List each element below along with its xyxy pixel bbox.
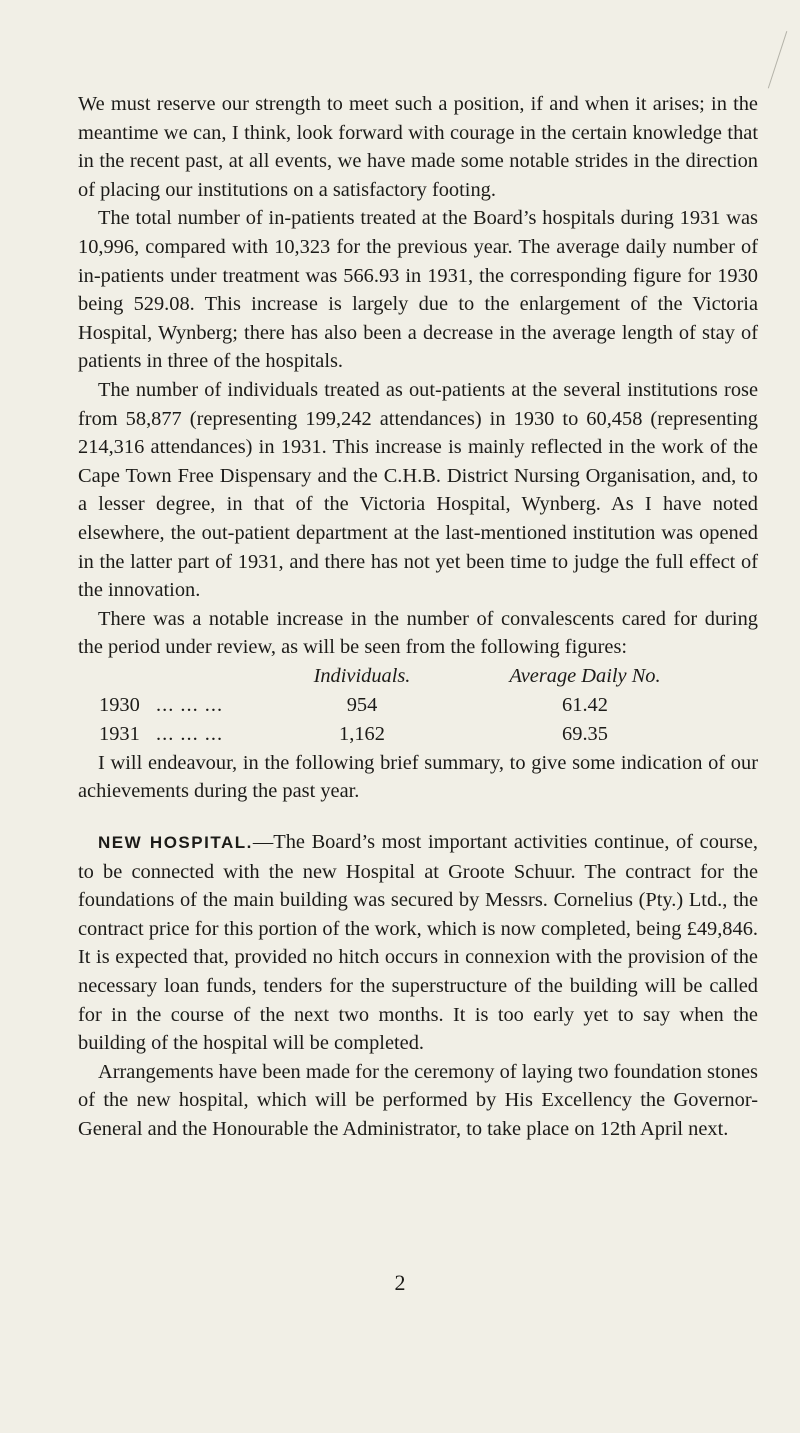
paragraph-convalescents: There was a notable increase in the number of convalescents cared for during the period under review, as will be seen from the following figures:: [78, 607, 758, 659]
paragraph-reserve-strength: We must reserve our strength to meet such a position, if and when it arises; in the meantime we can, I think, look forward with courage in the certain knowledge that in the recent past, at all events, we have made some notable strides in the direction of placing our institutions on a satisfactory footing.: [78, 93, 758, 201]
row-year: 1930: [99, 693, 140, 716]
table-row: [78, 720, 758, 749]
convalescents-table: [78, 662, 758, 749]
section-spacer: [78, 806, 758, 828]
row-leader-dots: ... ... ...: [156, 693, 224, 716]
row-average-daily: 61.42: [562, 693, 608, 716]
row-leader-dots: ... ... ...: [156, 722, 224, 745]
paragraph-foundation-stones: Arrangements have been made for the ceremony of laying two foundation stones of the new hospital, which will be performed by His Excellency the Governor-General and the Honourable the Administrator, to take place on 12th April next.: [78, 1060, 758, 1140]
paragraph-summary-intro: I will endeavour, in the following brief summary, to give some indication of our achievements during the past year.: [78, 751, 758, 803]
column-header-individuals: Individuals.: [313, 664, 411, 687]
new-hospital-body: The Board’s most important activities continue, of course, to be connected with the new Hospital at Groote Schuur. The contract for the foundations of the main building was secured by Messrs. Cornelius (Pty.) Ltd., the contract price for this portion of the work, which is now completed, being £49,846. It is expected that, provided no hitch occurs in connexion with the provision of the necessary loan funds, tenders for the superstructure of the building will be called for in the course of the next two months. It is too early yet to say when the building of the hospital will be completed.: [78, 831, 758, 1055]
section-heading-new-hospital: NEW HOSPITAL.: [98, 833, 253, 853]
row-individuals: 1,162: [339, 722, 385, 745]
paragraph-new-hospital: [78, 828, 758, 1058]
document-page: [78, 90, 758, 1144]
row-year: 1931: [99, 722, 140, 745]
row-average-daily: 69.35: [562, 722, 608, 745]
section-heading-dash: —: [252, 831, 274, 854]
column-header-average-daily: Average Daily No.: [509, 664, 661, 687]
paragraph-out-patients: The number of individuals treated as out-patients at the several institutions rose from 58,877 (representing 199,242 attendances) in 1930 to 60,458 (representing 214,316 attendances) in 1931. This increase is mainly reflected in the work of the Cape Town Free Dispensary and the C.H.B. District Nursing Organisation, and, to a lesser degree, in that of the Victoria Hospital, Wynberg. As I have noted elsewhere, the out-patient department at the last-mentioned institution was opened in the latter part of 1931, and there has not yet been time to judge the full effect of the innovation.: [78, 378, 758, 602]
page-fold-mark: [768, 31, 789, 89]
paragraph-in-patients: The total number of in-patients treated at the Board’s hospitals during 1931 was 10,996, compared with 10,323 for the previous year. The average daily number of in-patients under treatment was 566.93 in 1931, the corresponding figure for 1930 being 529.08. This increase is largely due to the enlargement of the Victoria Hospital, Wynberg; there has also been a decrease in the average length of stay of patients in three of the hospitals.: [78, 207, 758, 373]
page-number: 2: [394, 1270, 406, 1295]
row-individuals: 954: [346, 693, 378, 716]
table-row: [78, 691, 758, 720]
table-header-row: [78, 662, 758, 691]
